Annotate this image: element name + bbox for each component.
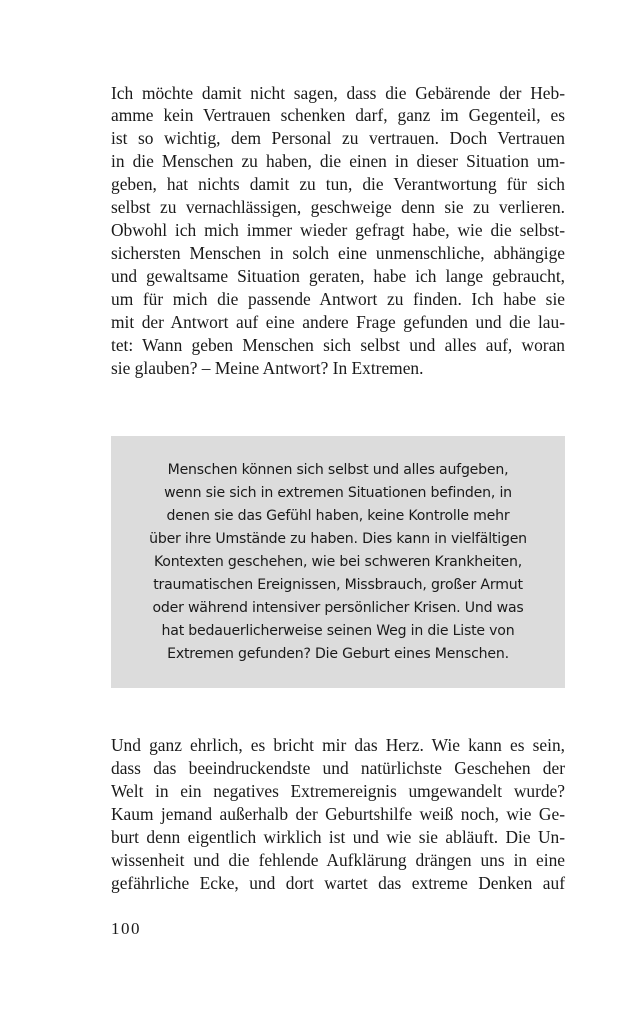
page-number: 100 — [111, 919, 141, 938]
text-line: ist so wichtig, dem Personal zu vertrauen. Doch Vertrauen — [111, 128, 565, 148]
text-line: Obwohl ich mich immer wieder gefragt habe, wie die selbst- — [111, 220, 565, 240]
text-line: selbst zu vernachlässigen, geschweige denn sie zu verlieren. — [111, 197, 565, 217]
text-line: mit der Antwort auf eine andere Frage gefunden und die lau- — [111, 312, 565, 332]
text-line: Ich möchte damit nicht sagen, dass die Gebärende der Heb- — [111, 83, 565, 103]
text-line: amme kein Vertrauen schenken darf, ganz im Gegenteil, es — [111, 105, 565, 125]
text-line: sichersten Menschen in solch eine unmenschliche, abhängige — [111, 243, 565, 263]
callout-line: oder während intensiver persönlicher Krisen. Und was — [152, 600, 524, 616]
text-line: Welt in ein negatives Extremereignis umgewandelt wurde? — [111, 781, 565, 801]
callout-line: Menschen können sich selbst und alles aufgeben, — [167, 462, 509, 478]
text-line: wissenheit und die fehlende Aufklärung drängen uns in eine — [111, 850, 565, 870]
callout-line: Extremen gefunden? Die Geburt eines Menschen. — [167, 646, 509, 662]
text-line: gefährliche Ecke, und dort wartet das extreme Denken auf — [111, 873, 565, 893]
callout-line: denen sie das Gefühl haben, keine Kontrolle mehr — [166, 508, 510, 524]
text-line: burt denn eigentlich wirklich ist und wie sie abläuft. Die Un- — [111, 827, 565, 847]
callout-line: hat bedauerlicherweise seinen Weg in die Liste von — [161, 623, 515, 639]
text-line: und gewaltsame Situation geraten, habe ich lange gebraucht, — [111, 266, 565, 286]
callout-line: Kontexten geschehen, wie bei schweren Krankheiten, — [153, 554, 523, 570]
text-line: sie glauben? – Meine Antwort? In Extremen. — [111, 358, 424, 378]
text-line: Kaum jemand außerhalb der Geburtshilfe weiß noch, wie Ge- — [111, 804, 565, 824]
text-line: dass das beeindruckendste und natürlichste Geschehen der — [111, 758, 565, 778]
callout-line: wenn sie sich in extremen Situationen befinden, in — [164, 485, 512, 501]
callout-line: traumatischen Ereignissen, Missbrauch, großer Armut — [153, 577, 523, 593]
text-line: um für mich die passende Antwort zu finden. Ich habe sie — [111, 289, 565, 309]
text-line: Und ganz ehrlich, es bricht mir das Herz. Wie kann es sein, — [111, 735, 565, 755]
text-line: geben, hat nichts damit zu tun, die Verantwortung für sich — [111, 174, 565, 194]
text-line: in die Menschen zu haben, die einen in dieser Situation um- — [111, 151, 565, 171]
callout-box — [111, 436, 565, 688]
text-line: tet: Wann geben Menschen sich selbst und alles auf, woran — [111, 335, 565, 355]
callout-line: über ihre Umstände zu haben. Dies kann in vielfältigen — [149, 531, 527, 547]
